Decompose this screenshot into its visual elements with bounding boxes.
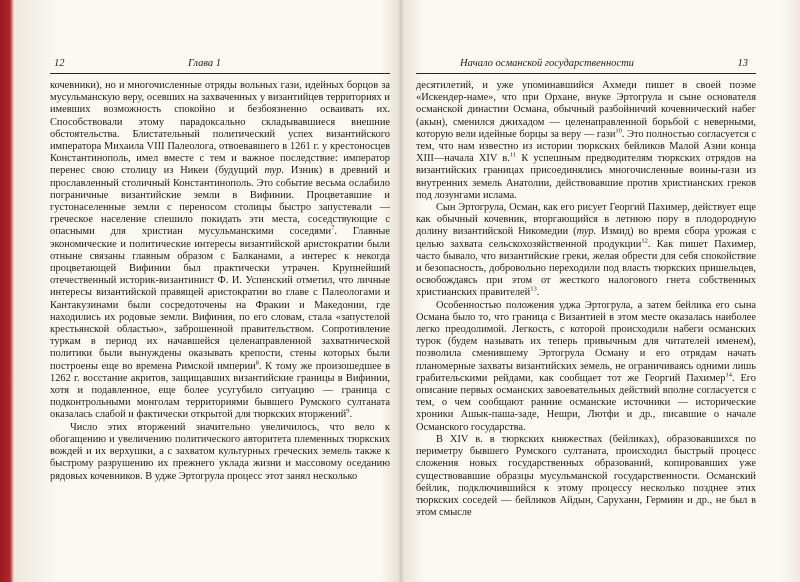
text-run: кочевники), но и многочисленные отряды вольных гази, идейных борцов за мусульманскую веру, осевших на захваченных у византийцев территориях и имевших возможность спокойно и безбоязненно осваивать их. Способствовали этому парадоксально складывавшиеся внешние обстоятельства. Блистательный политический успех византийского императора Михаила VIII Палеолога, отвоевавшего в 1261 г. у крестоносцев Константинополь, имел вместе с тем и важное последствие: император перенес свою столицу из Никеи (будущий [50, 80, 390, 177]
text-run: . Это полностью согласуется с тем, что нам известно из истории тюркских бейликов Малой Азии конца XIII—начала XIV в. [416, 128, 756, 165]
left-page [50, 0, 390, 582]
text-run: . Главные экономические и политические интересы византийской аристократии были отныне связаны главным образом с Балканами, а интерес к некогда процветающей Вифинии был практически утрачен. Крупнейший отечественный историк-византинист Ф. И. Успенский отметил, что личные интересы византийской правящей аристократии во главе с Палеологами и Кантакузинами были сосредоточены на Фракии и Македонии, где находились их родовые земли. Вифиния, по его словам, стала «запустелой крестьянской областью», заброшенной правительством. Сопротивление туркам в период их начавшейся целенаправленной захватнической политики были вынуждены оказывать крепости, стены которых были построены еще во времена Римской империи [50, 226, 391, 372]
section-title: Начало османской государственности [460, 58, 634, 69]
right-running-head [416, 57, 756, 74]
text-run: . [349, 409, 353, 421]
text-run: К успешным предводителям тюркских отрядов на византийских границах присоединялись многочисленные воины-гази из внутренних земель Анатолии, действовавшие против христианских греков под лозунгами ислама. [416, 153, 756, 201]
text-run: Сын Эртогрула, Осман, как его рисует Георгий Пахимер, действует еще как обычный кочевник, вторгающийся в летнюю пору в плодородную долину византийской Никомедии ( [416, 202, 756, 238]
text-run: Изник) в древний и прославленный столичный Константинополь. Это событие весьма ослабило пограничные византийские земли в Вифинии. Процветавшие и густонаселенные земли с переносом столицы быстро запустевали — греческое население спешило покидать эти места, соседствующие с опасными для христиан мусульманскими соседями [50, 165, 390, 238]
paragraph [416, 202, 756, 300]
left-page-body [50, 80, 390, 483]
paragraph [416, 300, 756, 434]
footnote-marker: 13 [530, 285, 537, 293]
paragraph [416, 434, 756, 519]
text-run: . Как пишет Пахимер, часто бывало, что византийские греки, желая обрести для себя спокойствие и безопасность, добровольно переходили под власть тюркских пришельцев, освобождаясь при этом от жесткого налогового гнета собственных христианских правителей [416, 238, 756, 299]
footnote-marker: 9 [346, 408, 350, 416]
text-run: . Его описание первых османских завоевательных действий вполне согласуется с тем, о чем сообщают ранние османские источники — исторические хроники Ашык-паша-заде, Нешри, Лютфи и др., писавшие о начале Османского государства. [416, 372, 756, 433]
text-run: В XIV в. в тюркских княжествах (бейликах), образовавшихся по периметру бывшего Румского султаната, происходил быстрый процесс сложения новых государственных образований, копировавших уже существовавшие образцы мусульманской государственности. Османский бейлик, подключившийся к этому процессу несколько позднее этих тюркских соседей — бейликов Айдын, Саруханн, Гермиян и др., не был в этом смысле [416, 433, 756, 519]
paragraph [50, 80, 390, 422]
text-run: десятилетий, и уже упоминавшийся Ахмеди пишет в своей поэме «Искендер-наме», что при Орхане, внуке Эртогрула и сыне основателя османской династии Османа, обычный разбойничий кочевнический набег (акын), сменился джихадом — целенаправленной борьбой с неверными, которую вели идейные борцы за веру — гази [416, 80, 756, 140]
right-page-body [416, 80, 756, 519]
footnote-marker: 7 [331, 224, 335, 232]
right-page [416, 0, 756, 582]
text-run: Измид) во время сбора урожая с целью захвата сельскохозяйственной продукции [416, 226, 756, 250]
text-run: . [536, 287, 540, 299]
right-page-number: 13 [737, 58, 748, 69]
chapter-title: Глава 1 [188, 58, 221, 69]
text-run: . К тому же произошедшее в 1262 г. восстание акритов, защищавших византийские границы в Вифинии, хотя и подавленное, еще более усугубило ситуацию — граница с подконтрольными монголам территориями бывшего Румского султаната оказалась слабой и фактически открытой для тюркских вторжений [50, 360, 390, 421]
text-run: Число этих вторжений значительно увеличилось, что вело к обогащению и увеличению политического авторитета племенных тюркских вождей и их верхушки, а с захватом культурных греческих земель также к быстрому разрушению их прежнего уклада жизни и массовому оседанию рядовых кочевников. В удже Эртогрула процесс этот занял несколько [50, 421, 390, 482]
italic-term: тур. [264, 165, 285, 177]
left-running-head [50, 57, 390, 74]
paragraph [416, 80, 756, 202]
footnote-marker: 11 [509, 151, 517, 159]
footnote-marker: 10 [615, 127, 622, 135]
footnote-marker: 14 [725, 371, 732, 379]
footnote-marker: 8 [255, 359, 259, 367]
footnote-marker: 12 [641, 237, 648, 245]
text-run: Особенностью положения уджа Эртогрула, а затем бейлика его сына Османа было то, что граница с Византией в этом месте оказалась наиболее легко преодолимой. Легкость, с которой происходили набеги османских турок (будем называть их теперь привычным для читателей именем), позволила сменившему Эртогрула Осману и его отрядам начать планомерные захваты византийских земель, не ограничиваясь одними лишь грабительскими рейдами, как сообщает тот же Георгий Пахимер [416, 299, 756, 384]
paragraph [50, 422, 390, 483]
left-page-number: 12 [54, 58, 65, 69]
italic-term: тур. [576, 226, 597, 238]
